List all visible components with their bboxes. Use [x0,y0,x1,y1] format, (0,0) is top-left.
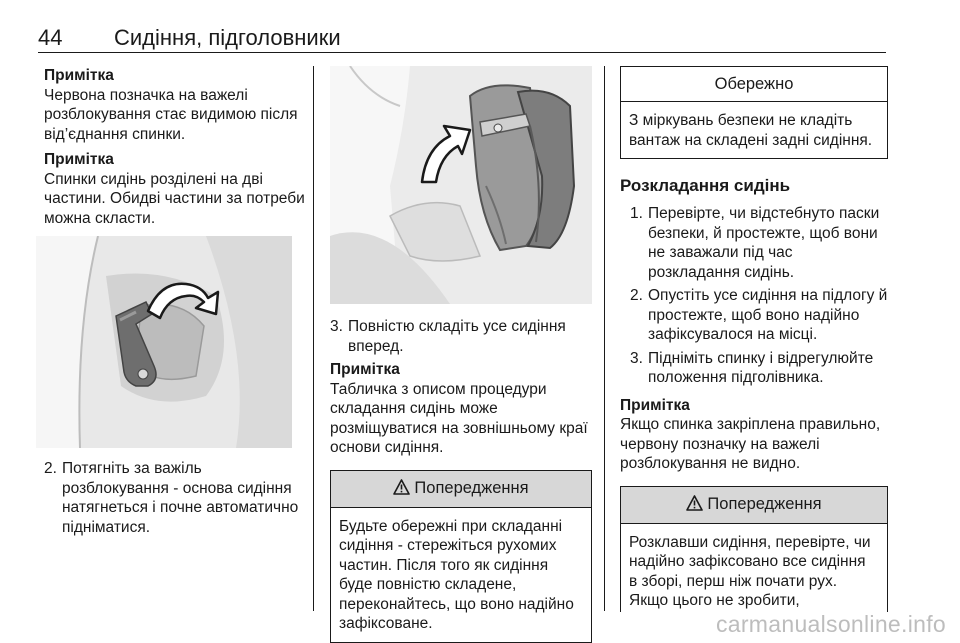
warning-triangle-icon [393,479,410,501]
note-title: Примітка [44,67,114,84]
warning-box [330,470,592,643]
section-title: Розкладання сидінь [620,176,791,195]
column-divider [313,66,314,611]
note-procedure-label [330,360,592,458]
column-right [620,66,888,612]
watermark: carmanualsonline.info [715,611,946,637]
step-3 [330,317,592,356]
note-split-backrest [44,150,306,228]
column-divider [604,66,605,611]
step-number: 2. [44,460,57,477]
note-text: Червона позначка на важелі розблокування стає видимою після від’єднання спинки. [44,86,298,143]
warning-text: Розклавши сидіння, перевірте, чи надійно зафіксовано все сидіння в зборі, перш ніж почати рух. Якщо цього не зробити, [629,533,871,609]
step-number: 1. [630,205,643,222]
note-text: Спинки сидінь розділені на дві частини. Обидві частини за потреби можна скласти. [44,170,305,227]
note-text: Табличка з описом процедури складання сидінь може розміщуватися на зовнішньому краї основи сидіння. [330,380,588,456]
column-left [44,66,306,541]
warning-title: Попередження [414,478,529,497]
note-backrest-secured [620,396,888,474]
warning-text: Будьте обережні при складанні сидіння - стережіться рухомих частин. Після того як сидіння буде повністю складене, переконайтесь, що воно надійно зафіксоване. [339,517,574,632]
page-title: Сидіння, підголовники [114,25,341,50]
step-text: Потягніть за важіль розблокування - основа сидіння натягнеться і почне автоматично підніматися. [62,460,299,536]
page-header [38,26,886,53]
step-text: Перевірте, чи відстебнуто паски безпеки, й простежте, щоб вони не заважали під час розкладання сидінь. [648,205,880,281]
note-text: Якщо спинка закріплена правильно, червону позначку на важелі розблокування не видно. [620,416,881,472]
unfold-step-2 [620,286,888,345]
step-text: Повністю складіть усе сидіння вперед. [348,318,566,355]
folded-rear-seats-figure [330,66,592,304]
step-number: 2. [630,287,643,304]
step-text: Опустіть усе сидіння на підлогу й простежте, щоб воно надійно зафіксувалося на місці. [648,287,888,343]
column-middle [330,66,592,643]
unfold-step-1 [620,204,888,282]
warning-triangle-icon [686,495,703,517]
note-red-mark [44,66,306,144]
page-number: 44 [38,25,63,50]
step-number: 3. [330,318,343,335]
step-2 [44,459,306,537]
unfold-step-3 [620,349,888,388]
seat-release-lever-illustration [36,236,292,448]
caution-box [620,66,888,159]
step-number: 3. [630,349,643,367]
note-title: Примітка [330,361,400,378]
warning-header [331,471,591,508]
warning-header [621,487,887,524]
warning-title: Попередження [707,494,822,513]
seat-release-lever-figure [36,236,292,448]
note-title: Примітка [44,151,114,168]
caution-text: З міркувань безпеки не кладіть вантаж на складені задні сидіння. [629,112,873,149]
folded-seats-illustration [330,66,592,304]
step-text: Підніміть спинку і відрегулюйте положення підголівника. [648,349,874,386]
caution-header: Обережно [621,67,887,102]
note-title: Примітка [620,396,690,414]
warning-box [620,486,888,612]
